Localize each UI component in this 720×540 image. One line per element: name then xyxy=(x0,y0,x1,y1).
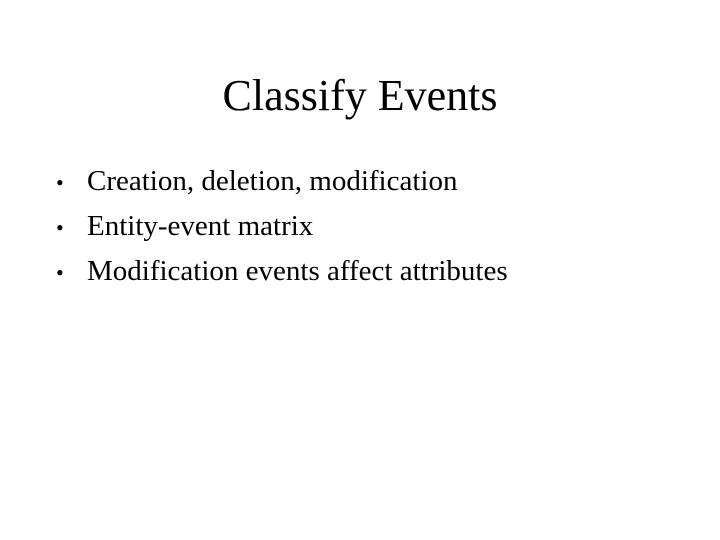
bullet-text: Entity-event matrix xyxy=(87,210,314,242)
slide-title: Classify Events xyxy=(222,71,498,120)
bullet-icon: • xyxy=(56,260,64,285)
bullet-icon: • xyxy=(56,170,64,195)
bullet-text: Modification events affect attributes xyxy=(87,255,508,287)
bullet-icon: • xyxy=(56,215,64,240)
bullet-item-matrix xyxy=(56,207,696,252)
bullet-item-creation xyxy=(56,162,696,207)
bullet-item-attributes xyxy=(56,252,696,297)
bullet-list xyxy=(56,162,696,297)
bullet-text: Creation, deletion, modification xyxy=(87,165,458,197)
